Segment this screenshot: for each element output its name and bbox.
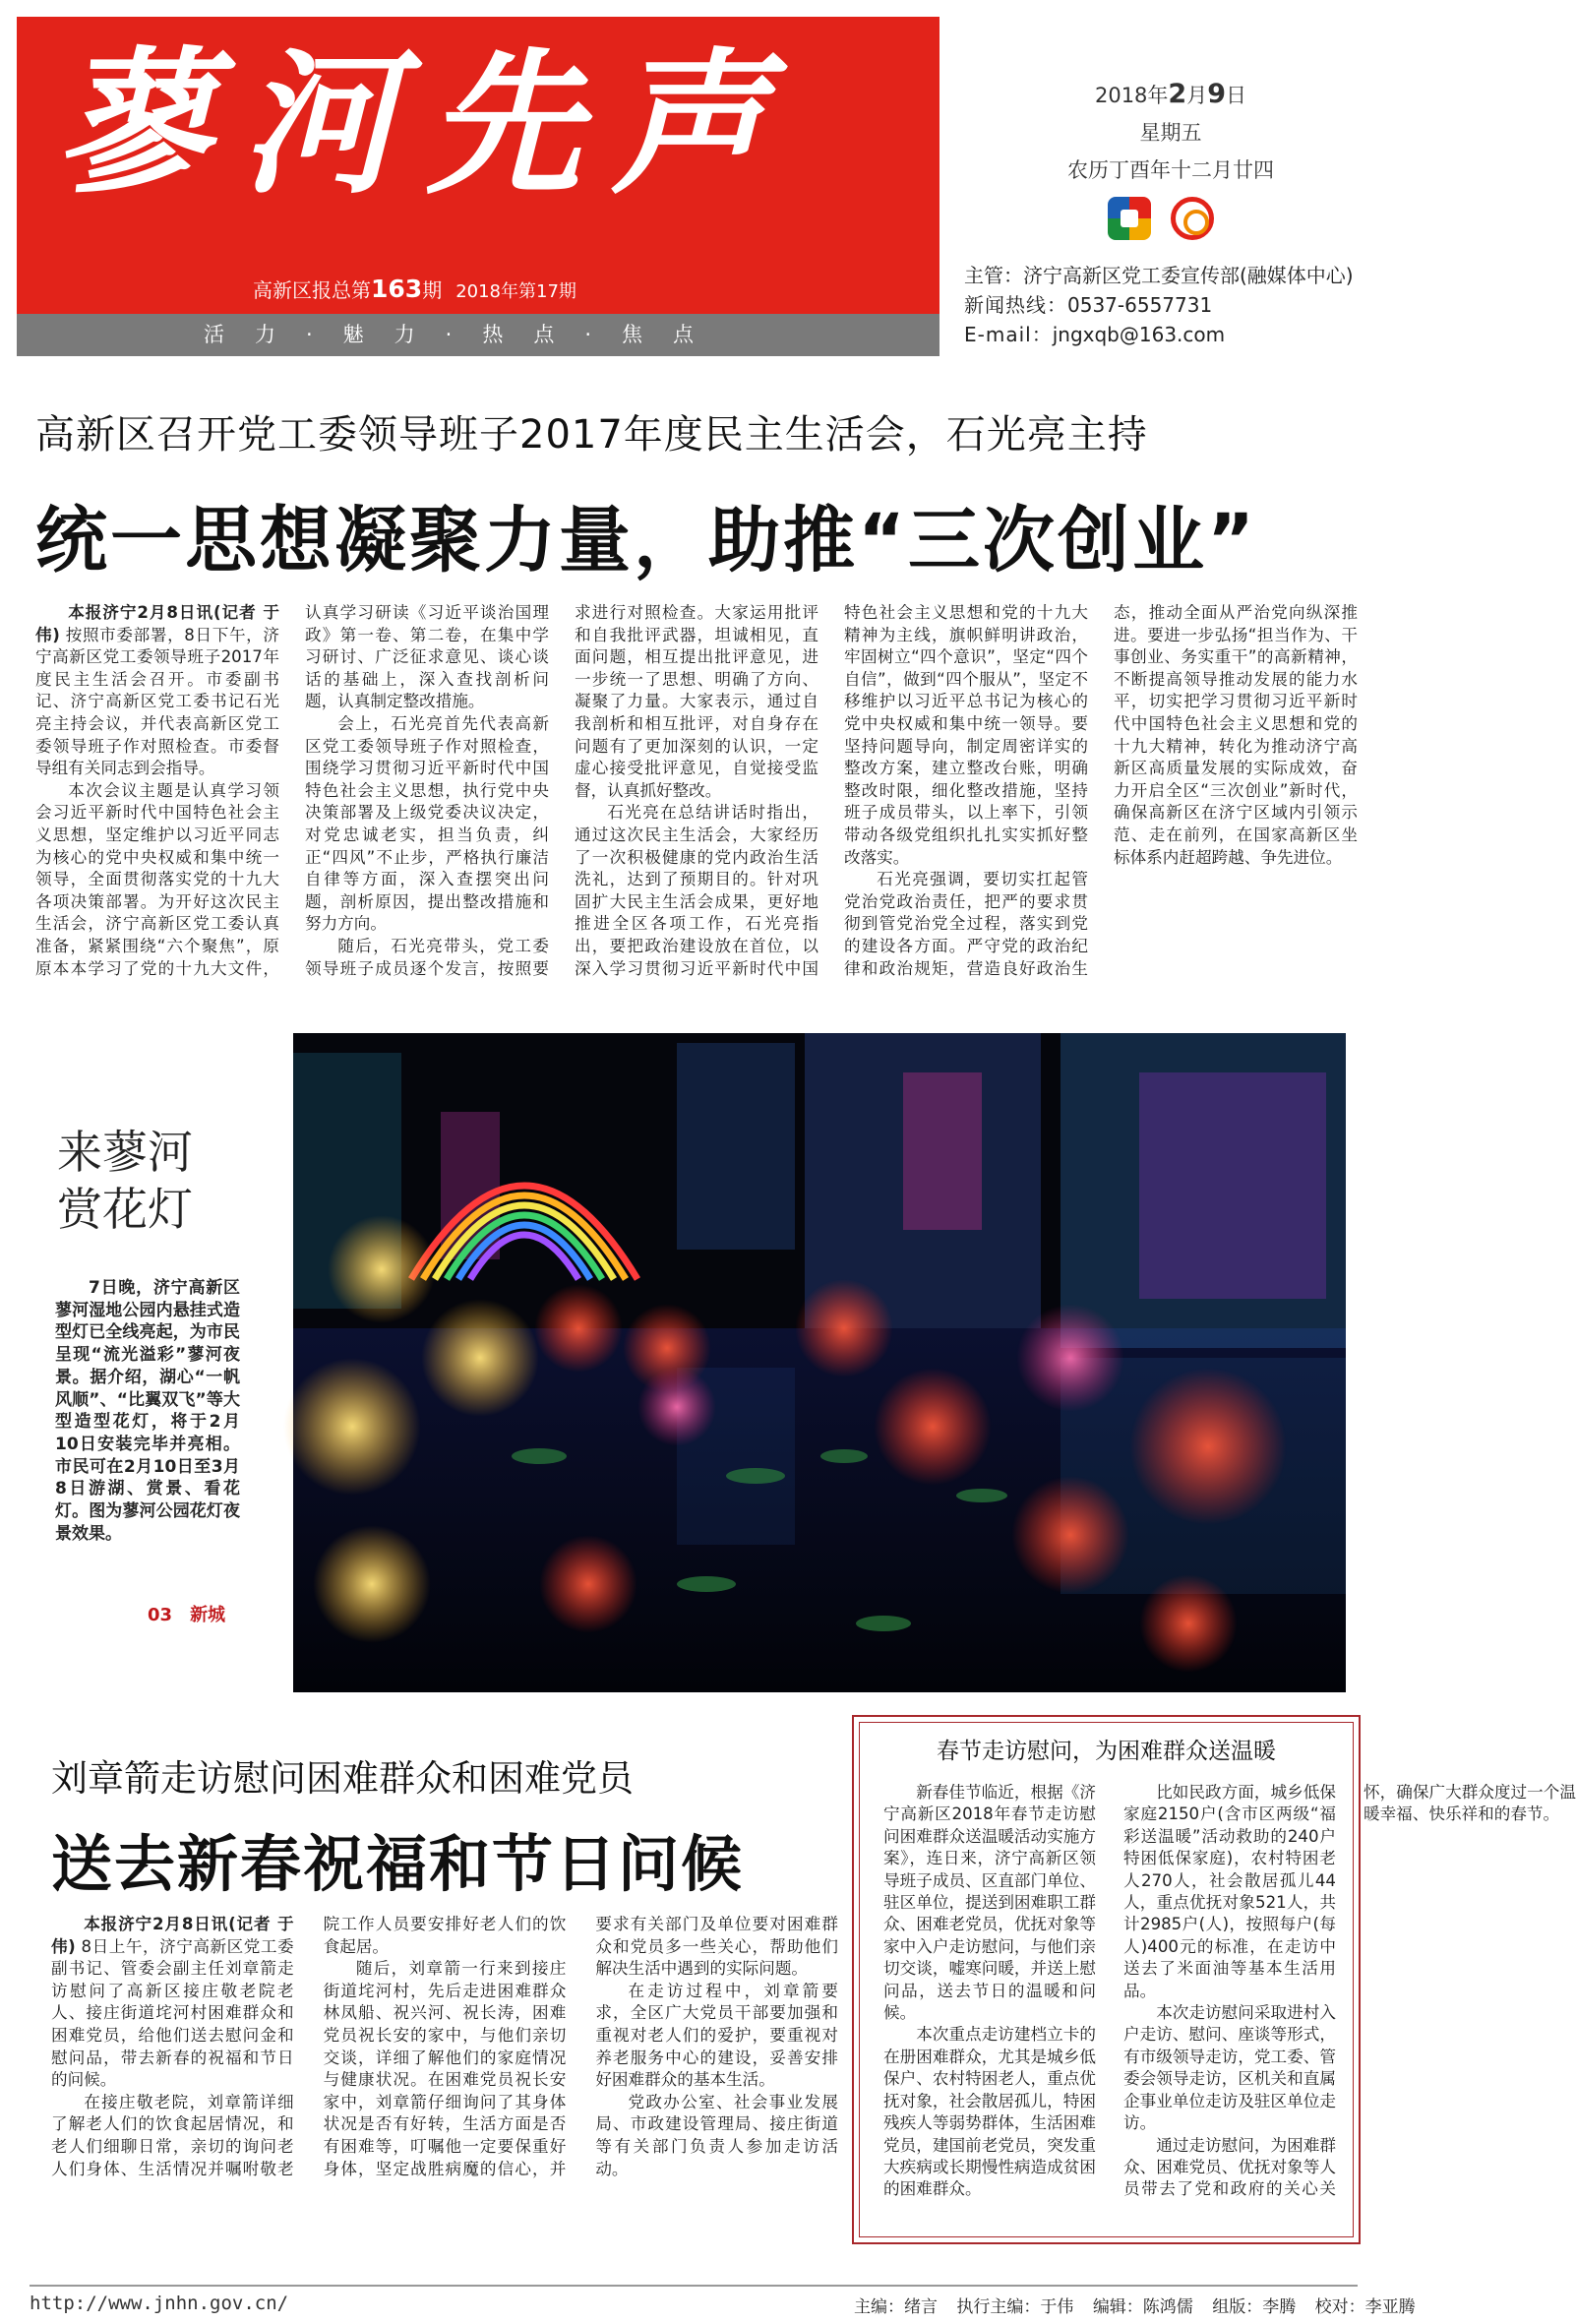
lantern-title-line: 赏花灯 xyxy=(57,1183,193,1236)
lead-byline: 本报济宁2月8日讯(记者 于伟) xyxy=(35,603,279,644)
article2-paragraph: 随后，刘章箭一行来到接庄街道垞河村，先后走进困难群众林凤船、祝兴河、祝长涛，困难党员祝长安的家中，与他们亲切交谈，详细了解他们的家庭情况与健康状况。在困难党员祝长安家中，刘章箭仔细询问了其身体状况是否有好转，生活方面是否有困难等，叮嘱他一定要保重好身体，坚定战胜病魔的信心，并要求有关部门及单位要对困难群众和党员多一些关心，帮助他们解决生活中遇到的实际问题。 xyxy=(323,1915,838,2178)
article2-kicker: 刘章箭走访慰问困难群众和困难党员 xyxy=(51,1757,634,1800)
page-ref-section: 新城 xyxy=(190,1605,226,1625)
sidebar-box-inner-border xyxy=(859,1722,1576,2237)
hotline-label: 新闻热线： xyxy=(964,293,1067,317)
lantern-caption xyxy=(55,1277,240,1545)
newspaper-title: 蓼河先声 xyxy=(56,33,796,215)
lantern-feature-title xyxy=(57,1124,273,1238)
year-issue: 2018年第17期 xyxy=(455,281,576,302)
email xyxy=(964,320,1367,349)
article2-body xyxy=(51,1914,838,2238)
sidebar-paragraph: 通过走访慰问，为困难群众、困难党员、优抚对象等人员带去了党和政府的关心关怀，确保广大群众度过一个温暖幸福、快乐祥和的春节。 xyxy=(1123,1783,1576,2199)
article2-paragraph xyxy=(51,1914,294,2092)
sidebar-title: 春节走访慰问，为困难群众送温暖 xyxy=(937,1739,1276,1764)
party-building-logo-icon xyxy=(1108,197,1151,240)
sponsor: 主管：济宁高新区党工委宣传部(融媒体中心) xyxy=(964,264,1354,287)
lead-headline: 统一思想凝聚力量，助推“三次创业” xyxy=(35,499,1257,582)
sidebar-paragraph: 新春佳节临近，根据《济宁高新区2018年春节走访慰问困难群众送温暖活动实施方案》，连日来，济宁高新区领导班子成员、区直部门单位、驻区单位，提送到困难职工群众、困难老党员，优抚对象等家中入户走访慰问，与他们亲切交谈，嘘寒问暖，并送上慰问品，送去节日的温暖和问候。 xyxy=(883,1783,1096,2023)
lantern-caption-text: 7日晚，济宁高新区蓼河湿地公园内悬挂式造型灯已全线亮起，为市民呈现“流光溢彩”蓼河夜景。据介绍，湖心“一帆风顺”、“比翼双飞”等大型造型花灯，将于2月10日安装完毕并亮相。市民可在2月10日至3月8日游湖、赏景、看花灯。图为蓼河公园花灯夜景效果。 xyxy=(55,1278,240,1544)
issue-number-value: 163 xyxy=(371,275,423,303)
lead-paragraph: 随后，石光亮带头，党工委领导班子成员逐个发言，按照要求进行对照检查。大家运用批评和自我批评武器，坦诚相见，直面问题，相互提出批评意见，进一步统一了思想、明确了方向、凝聚了力量。大家表示，通过自我剖析和相互批评，对自身存在问题有了更加深刻的认识，一定虚心接受批评意见，自觉接受监督，认真抓好整改。 xyxy=(305,603,818,978)
email-address[interactable]: jngxqb@163.com xyxy=(1052,323,1226,346)
lead-paragraph xyxy=(35,602,279,780)
page-ref-number: 03 xyxy=(148,1605,173,1625)
hotline-number: 0537-6557731 xyxy=(1067,293,1213,317)
contact-info xyxy=(964,261,1367,349)
date-month: 2 xyxy=(1168,79,1187,109)
footer-divider xyxy=(30,2285,1358,2287)
tagline-bar: 活 力 · 魅 力 · 热 点 · 焦 点 xyxy=(17,314,940,356)
credit-executive-editor: 执行主编：于伟 xyxy=(956,2297,1074,2317)
logos xyxy=(1108,197,1236,244)
date-month-suffix: 月 xyxy=(1186,84,1208,107)
email-label: E-mail： xyxy=(964,323,1053,346)
sidebar-paragraph: 本次走访慰问采取进村入户走访、慰问、座谈等形式，有市级领导走访，党工委、管委会领导走访，区机关和直属企事业单位走访及驻区单位走访。 xyxy=(1123,2003,1336,2133)
weekday: 星期五 xyxy=(1139,121,1202,145)
sidebar-body xyxy=(883,1782,1576,2234)
lead-paragraph-text: 按照市委部署，8日下午，济宁高新区党工委领导班子2017年度民主生活会召开。市委副书记、济宁高新区党工委书记石光亮主持会议，并代表高新区党工委领导班子作对照检查。市委督导组有关同志到会指导。 xyxy=(35,625,279,778)
page-reference[interactable] xyxy=(148,1601,285,1626)
issue-prefix: 高新区报总第 xyxy=(253,278,371,302)
article2-paragraph: 党政办公室、社会事业发展局、市政建设管理局、接庄街道等有关部门负责人参加走访活动。 xyxy=(595,2092,838,2178)
credit-layout: 组版：李腾 xyxy=(1212,2297,1297,2317)
lead-kicker: 高新区召开党工委领导班子2017年度民主生活会，石光亮主持 xyxy=(35,412,1148,458)
issue-number xyxy=(253,275,932,304)
website-link[interactable]: http://www.jnhn.gov.cn/ xyxy=(30,2293,289,2314)
issue-suffix: 期 xyxy=(422,278,443,302)
date-year: 2018年 xyxy=(1094,84,1169,107)
date-day: 9 xyxy=(1207,79,1227,109)
article2-paragraph: 在接庄敬老院，刘章箭详细了解老人们的饮食起居情况，和老人们细聊日常，亲切的询问老人们身体、生活情况并嘱咐敬老院工作人员要安排好老人们的饮食起居。 xyxy=(51,1915,567,2178)
article2-headline: 送去新春祝福和节日问候 xyxy=(51,1828,745,1900)
media-center-logo-icon xyxy=(1171,197,1214,240)
credit-chief-editor: 主编：绪言 xyxy=(854,2297,938,2317)
masthead xyxy=(17,17,940,356)
lead-paragraph: 会上，石光亮首先代表高新区党工委领导班子作对照检查，围绕学习贯彻习近平新时代中国特色社会主义思想，执行党中央决策部署及上级党委决议决定，对党忠诚老实，担当负责，纠正“四风”不止步，严格执行廉洁自律等方面，深入查摆突出问题，剖析原因，提出整改措施和努力方向。 xyxy=(305,713,549,934)
sidebar-paragraph: 比如民政方面，城乡低保家庭2150户(含市区两级“福彩送温暖”活动救助的240户特困低保家庭)，农村特困老人270人，社会散居孤儿44人，重点优抚对象521人，共计2985户(人)，按照每户(每人)400元的标准，在走访中送去了米面油等基本生活用品。 xyxy=(1123,1783,1336,2000)
editorial-credits xyxy=(854,2293,1416,2317)
lead-paragraph: 石光亮强调，要切实扛起管党治党政治责任，把严的要求贯彻到管党治党全过程，落实到党的建设各方面。严守党的政治纪律和政治规矩，营造良好政治生态，推动全面从严治党向纵深推进。要进一步弘扬“担当作为、干事创业、务实重干”的高新精神，不断提高领导推动发展的能力水平，切实把学习贯彻习近平新时代中国特色社会主义思想和党的十九大精神，转化为推动济宁高新区高质量发展的实际成效，奋力开启全区“三次创业”新时代，确保高新区在济宁区域内引领示范、走在前列，在国家高新区坐标体系内赶超跨越、争先进位。 xyxy=(844,603,1358,978)
article2-paragraph: 在走访过程中，刘章箭要求，全区广大党员干部要加强和重视对老人们的爱护，要重视对养老服务中心的建设，妥善安排好困难群众的基本生活。 xyxy=(595,1981,838,2090)
sidebar-box xyxy=(852,1715,1576,2244)
credit-proofreader: 校对：李亚腾 xyxy=(1314,2297,1416,2317)
lead-article-body xyxy=(35,602,1358,996)
lead-paragraph: 本次会议主题是认真学习领会习近平新时代中国特色社会主义思想，坚定维护以习近平同志为核心的党中央权威和集中统一领导，全面贯彻落实党的十九大各项决策部署。为开好这次民主生活会，济宁高新区党工委认真准备，紧紧围绕“六个聚焦”，原原本本学习了党的十九大文件，认真学习研读《习近平谈治国理政》第一卷、第二卷，在集中学习研讨、广泛征求意见、谈心谈话的基础上，深入查找剖析问题，认真制定整改措施。 xyxy=(35,603,549,978)
sidebar-paragraph: 本次重点走访建档立卡的在册困难群众，尤其是城乡低保户、农村特困老人，重点优抚对象，社会散居孤儿，特困残疾人等弱势群体，生活困难党员，建国前老党员，突发重大疾病或长期慢性病造成贫困的困难群众。 xyxy=(883,2025,1096,2199)
credit-editor: 编辑：陈鸿儒 xyxy=(1092,2297,1193,2317)
article2-byline: 本报济宁2月8日讯(记者 于伟) xyxy=(51,1915,294,1956)
lantern-photo xyxy=(293,1033,1346,1692)
dateline xyxy=(984,79,1358,192)
date-day-suffix: 日 xyxy=(1226,84,1247,107)
lunar-date: 农历丁酉年十二月廿四 xyxy=(1067,158,1274,182)
hotline xyxy=(964,290,1367,320)
lead-paragraph: 石光亮在总结讲话时指出，通过这次民主生活会，大家经历了一次积极健康的党内政治生活洗礼，达到了预期目的。针对巩固扩大民主生活会成果，更好地推进全区各项工作，石光亮指出，要把政治建设放在首位，以深入学习贯彻习近平新时代中国特色社会主义思想和党的十九大精神为主线，旗帜鲜明讲政治，牢固树立“四个意识”，坚定“四个自信”，做到“四个服从”，坚定不移维护以习近平总书记为核心的党中央权威和集中统一领导。要坚持问题导向，制定周密详实的整改方案，建立整改台账，明确整改时限，细化整改措施，坚持班子成员带头，以上率下，引领带动各级党组织扎扎实实抓好整改落实。 xyxy=(575,603,1088,978)
lantern-night-scene xyxy=(293,1033,1346,1692)
publication-date xyxy=(984,79,1358,109)
article2-paragraph-text: 8日上午，济宁高新区党工委副书记、管委会副主任刘章箭走访慰问了高新区接庄敬老院老人、接庄街道垞河村困难群众和困难党员，给他们送去慰问金和慰问品，带去新春的祝福和节日的问候。 xyxy=(51,1936,294,2090)
masthead-banner xyxy=(17,17,940,314)
lantern-title-line: 来蓼河 xyxy=(57,1126,193,1179)
